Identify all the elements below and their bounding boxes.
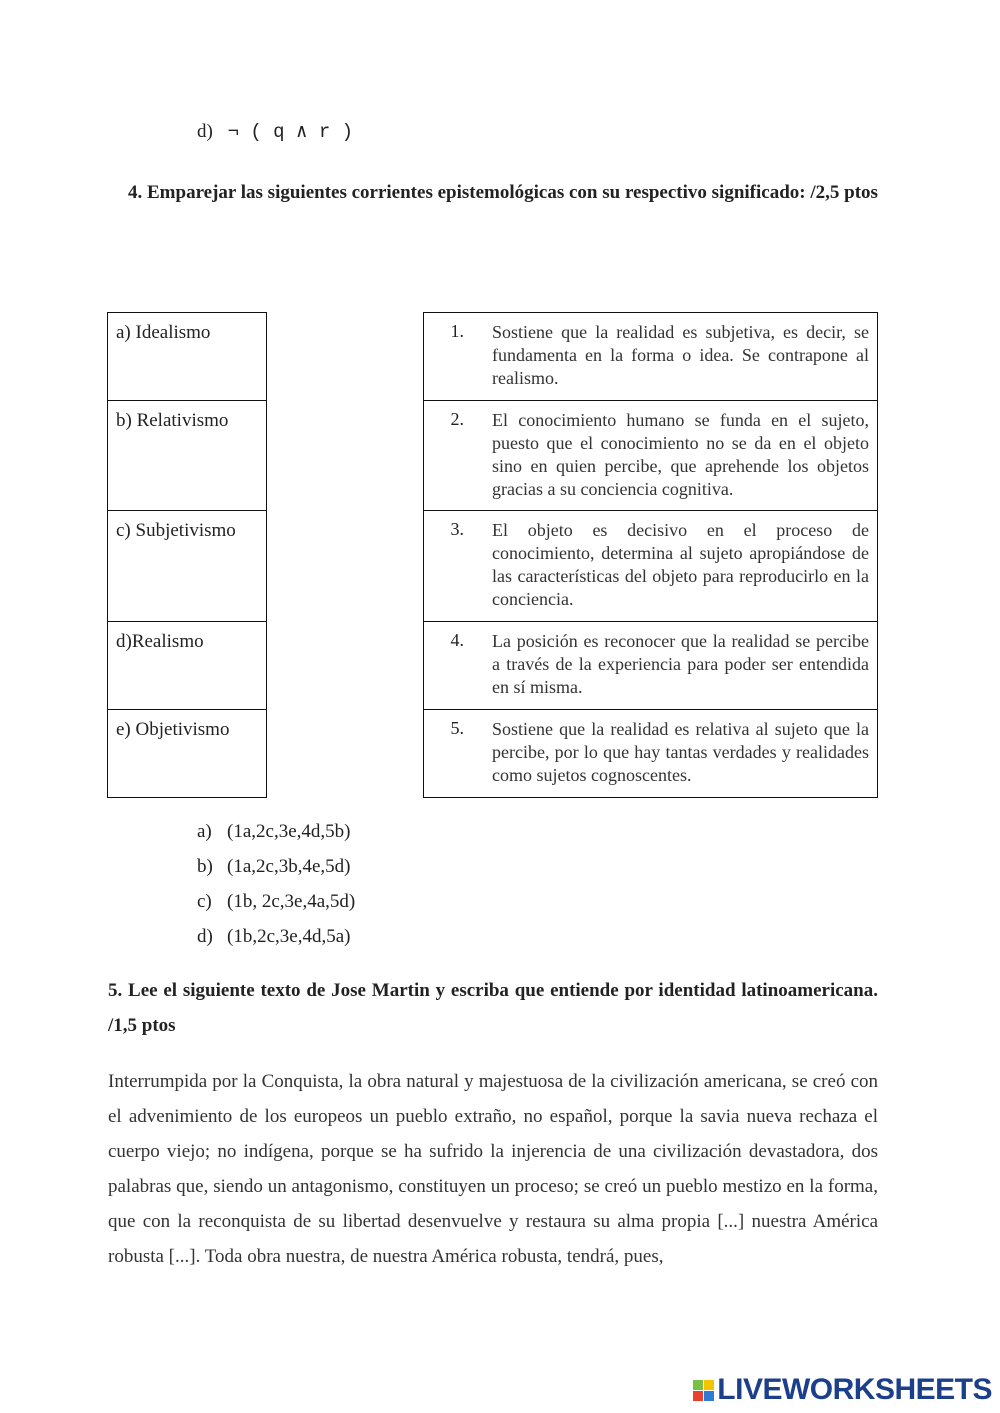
definition-number: 4. xyxy=(450,630,464,650)
definitions-table xyxy=(423,312,878,798)
term-cell: d)Realismo xyxy=(108,622,267,710)
question-5-heading: 5. Lee el siguiente texto de Jose Martin y escriba que entiende por identidad latinoamericana. /1,5 ptos xyxy=(108,980,878,1036)
option-value: (1a,2c,3e,4d,5b) xyxy=(227,821,351,842)
brand-name: LIVEWORKSHEETS xyxy=(717,1373,992,1406)
answer-option-c[interactable] xyxy=(197,888,355,923)
term-row xyxy=(108,401,267,511)
terms-table xyxy=(107,312,267,798)
option-value: (1b, 2c,3e,4a,5d) xyxy=(227,891,356,912)
logic-formula: ¬ ( q ∧ r ) xyxy=(227,121,354,143)
definition-number: 1. xyxy=(450,321,464,341)
definition-row xyxy=(424,401,878,511)
logo-mark-icon xyxy=(693,1380,714,1401)
definition-number: 3. xyxy=(450,519,464,539)
definition-text: Sostiene que la realidad es relativa al sujeto que la percibe, por lo que hay tantas verdades y realidades como sujetos cognoscentes. xyxy=(492,719,869,785)
liveworksheets-logo xyxy=(693,1373,992,1407)
term-cell: c) Subjetivismo xyxy=(108,511,267,622)
previous-option-d xyxy=(197,120,353,143)
definition-text: El conocimiento humano se funda en el sujeto, puesto que el conocimiento no se da en el objeto sino en quien percibe, que aprehende los objetos gracias a su conciencia cognitiva. xyxy=(492,410,869,499)
definition-row xyxy=(424,511,878,622)
option-label: c) xyxy=(197,891,212,912)
definition-number: 5. xyxy=(450,718,464,738)
option-value: (1a,2c,3b,4e,5d) xyxy=(227,856,351,877)
definition-row xyxy=(424,313,878,401)
answer-option-a[interactable] xyxy=(197,818,355,853)
term-row xyxy=(108,511,267,622)
definition-row xyxy=(424,622,878,710)
term-cell: e) Objetivismo xyxy=(108,710,267,798)
answer-option-d[interactable] xyxy=(197,923,355,958)
term-row xyxy=(108,710,267,798)
answer-options xyxy=(197,818,355,958)
option-label: b) xyxy=(197,856,213,877)
question-number: 4. xyxy=(128,182,143,203)
term-cell: a) Idealismo xyxy=(108,313,267,401)
question-4-heading xyxy=(108,175,878,210)
definition-number: 2. xyxy=(450,409,464,429)
option-label: a) xyxy=(197,821,212,842)
definition-text: Sostiene que la realidad es subjetiva, es decir, se fundamenta en la forma o idea. Se contrapone al realismo. xyxy=(492,322,869,388)
definition-text: El objeto es decisivo en el proceso de conocimiento, determina al sujeto apropiándose de las características del objeto para reproducirlo en la conciencia. xyxy=(492,520,869,609)
option-label: d) xyxy=(197,121,213,142)
option-value: (1b,2c,3e,4d,5a) xyxy=(227,926,351,947)
term-cell: b) Relativismo xyxy=(108,401,267,511)
definition-text: La posición es reconocer que la realidad se percibe a través de la experiencia para poder ser entendida en sí misma. xyxy=(492,631,869,697)
term-row xyxy=(108,622,267,710)
reading-passage: Interrumpida por la Conquista, la obra natural y majestuosa de la civilización americana, se creó con el advenimiento de los europeos un pueblo extraño, no español, porque la savia nueva rechaza el cuerpo viejo; no indígena, porque se ha sufrido la injerencia de una civilización devastadora, dos palabras que, siendo un antagonismo, constituyen un proceso; se creó un pueblo mestizo en la forma, que con la reconquista de su libertad desenvuelve y restaura su alma propia [...] nuestra América robusta [...]. Toda obra nuestra, de nuestra América robusta, tendrá, pues, xyxy=(108,1071,878,1267)
answer-option-b[interactable] xyxy=(197,853,355,888)
question-text: Emparejar las siguientes corrientes epistemológicas con su respectivo significado: /2,5 ptos xyxy=(147,182,878,203)
term-row xyxy=(108,313,267,401)
option-label: d) xyxy=(197,926,213,947)
definition-row xyxy=(424,710,878,798)
